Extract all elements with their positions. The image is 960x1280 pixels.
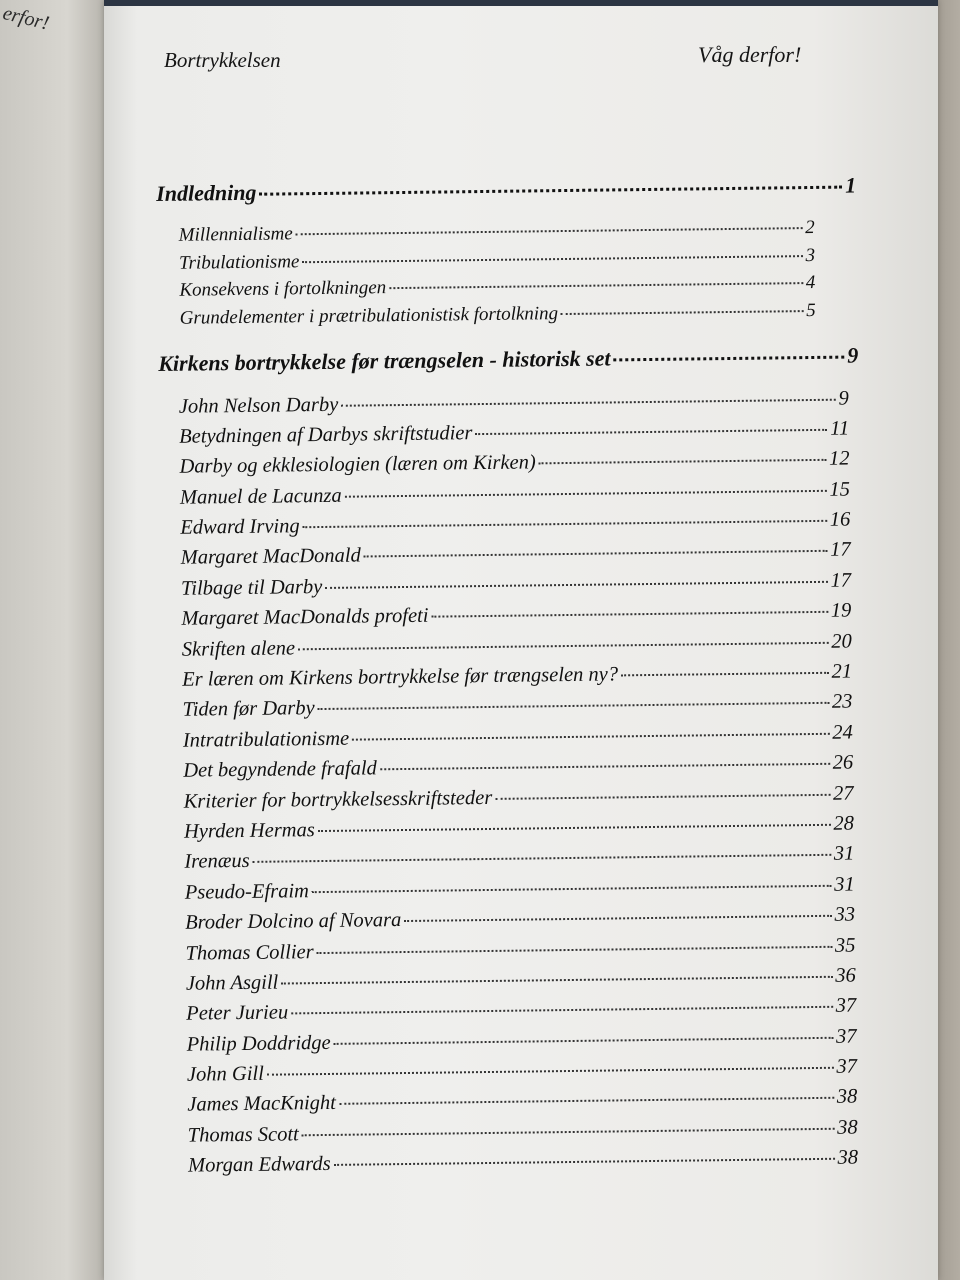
entry-page-number: 33 xyxy=(834,903,856,926)
dot-leader xyxy=(389,263,803,289)
dot-leader xyxy=(495,773,830,800)
entry-page-number: 12 xyxy=(828,447,850,471)
entry-page-number: 38 xyxy=(837,1116,858,1139)
entry-title: James MacKnight xyxy=(187,1092,337,1117)
entry-page-number: 11 xyxy=(830,417,850,440)
entry-title: Morgan Edwards xyxy=(187,1153,331,1177)
dot-leader xyxy=(404,894,832,922)
entry-page-number: 17 xyxy=(830,569,852,592)
entry-page-number: 26 xyxy=(832,751,854,774)
entry-title: Hyrden Hermas xyxy=(183,819,315,843)
dot-leader xyxy=(259,164,842,196)
entry-title: Manuel de Lacunza xyxy=(179,484,342,509)
entry-page-number: 38 xyxy=(837,1146,859,1170)
page-top-edge xyxy=(104,0,938,6)
entry-page-number: 38 xyxy=(836,1085,858,1109)
entry-title: Skriften alene xyxy=(181,636,296,661)
entry-page-number: 36 xyxy=(835,964,856,987)
running-header-left: Bortrykkelsen xyxy=(164,48,281,72)
dot-leader xyxy=(613,334,844,362)
dot-leader xyxy=(341,378,836,407)
entry-title: Betydningen af Darbys skriftstudier xyxy=(179,422,473,448)
section-title: Indledning xyxy=(156,179,257,206)
entry-title: John Gill xyxy=(186,1062,264,1086)
dot-leader xyxy=(295,208,802,235)
dot-leader xyxy=(325,560,828,589)
entry-page-number: 17 xyxy=(829,538,851,562)
entry-title: Pseudo-Efraim xyxy=(184,879,310,904)
entry-page-number: 37 xyxy=(835,1025,857,1048)
entry-page-number: 19 xyxy=(830,599,852,623)
entry-page-number: 28 xyxy=(833,812,855,835)
entry-page-number: 3 xyxy=(805,244,816,266)
toc-section xyxy=(156,167,856,208)
entry-page-number: 9 xyxy=(838,387,849,410)
section-title: Kirkens bortrykkelse før trængselen - historisk set xyxy=(158,345,611,376)
entry-page-number: 31 xyxy=(833,842,855,866)
left-page-running-header: erfor! xyxy=(0,2,52,35)
entry-title: Konsekvens i fortolkningen xyxy=(179,277,387,301)
entry-title: John Nelson Darby xyxy=(178,393,339,418)
dot-leader xyxy=(333,1016,833,1045)
entry-title: Tribulationisme xyxy=(178,250,300,274)
entry-page-number: 15 xyxy=(829,478,851,501)
entry-title: Irenæus xyxy=(184,850,250,874)
entry-page-number: 31 xyxy=(834,873,855,896)
entry-title: Tilbage til Darby xyxy=(180,575,323,600)
entry-title: John Asgill xyxy=(185,971,279,995)
entry-page-number: 4 xyxy=(805,271,816,294)
dot-leader xyxy=(333,1138,834,1167)
dot-leader xyxy=(364,530,828,558)
entry-title: Tiden før Darby xyxy=(182,697,315,722)
dot-leader xyxy=(561,291,803,315)
entry-title: Darby og ekklesiologien (læren om Kirken) xyxy=(179,451,536,479)
dot-leader xyxy=(621,651,829,676)
section-page-number: 1 xyxy=(845,172,857,198)
dot-leader xyxy=(475,408,827,435)
entry-title: Peter Jurieu xyxy=(186,1001,289,1026)
entry-page-number: 2 xyxy=(805,216,815,239)
dot-leader xyxy=(317,682,829,711)
entry-page-number: 5 xyxy=(806,299,816,321)
section-entries xyxy=(179,212,816,330)
left-facing-page xyxy=(0,0,112,1280)
book-page xyxy=(104,0,938,1280)
dot-leader xyxy=(431,591,828,618)
dot-leader xyxy=(538,439,826,465)
entry-title: Broder Dolcino af Novara xyxy=(184,909,402,934)
entry-title: Philip Doddridge xyxy=(186,1031,331,1056)
toc-section xyxy=(158,337,858,378)
entry-title: Kriterier for bortrykkelsesskriftsteder xyxy=(183,786,493,813)
dot-leader xyxy=(380,743,830,771)
entry-page-number: 37 xyxy=(835,994,857,1018)
entry-title: Intratribulationisme xyxy=(182,727,350,752)
table-of-contents xyxy=(156,167,868,1180)
running-header-right: Våg derfor! xyxy=(698,42,802,67)
dot-leader xyxy=(344,469,826,497)
entry-title: Thomas Scott xyxy=(187,1123,299,1147)
entry-page-number: 24 xyxy=(832,721,853,744)
entry-title: Millennialisme xyxy=(178,223,293,246)
entry-page-number: 27 xyxy=(832,782,854,805)
section-page-number: 9 xyxy=(847,342,859,368)
entry-title: Thomas Collier xyxy=(185,940,314,965)
entry-title: Margaret MacDonald xyxy=(180,544,361,570)
section-entries xyxy=(179,382,859,1180)
dot-leader xyxy=(352,712,829,740)
entry-page-number: 20 xyxy=(831,630,852,653)
entry-title: Grundelementer i prætribulationistisk fortolkning xyxy=(179,302,559,329)
entry-page-number: 37 xyxy=(836,1055,858,1078)
entry-title: Edward Irving xyxy=(180,515,300,539)
entry-page-number: 16 xyxy=(829,508,851,531)
entry-page-number: 21 xyxy=(831,660,853,683)
dot-leader xyxy=(339,1077,834,1106)
entry-title: Margaret MacDonalds profeti xyxy=(181,604,429,630)
entry-title: Det begyndende frafald xyxy=(183,757,377,782)
entry-title: Er læren om Kirkens bortrykkelse før trængselen ny? xyxy=(182,663,619,691)
entry-page-number: 23 xyxy=(831,690,853,714)
entry-page-number: 35 xyxy=(834,934,856,957)
